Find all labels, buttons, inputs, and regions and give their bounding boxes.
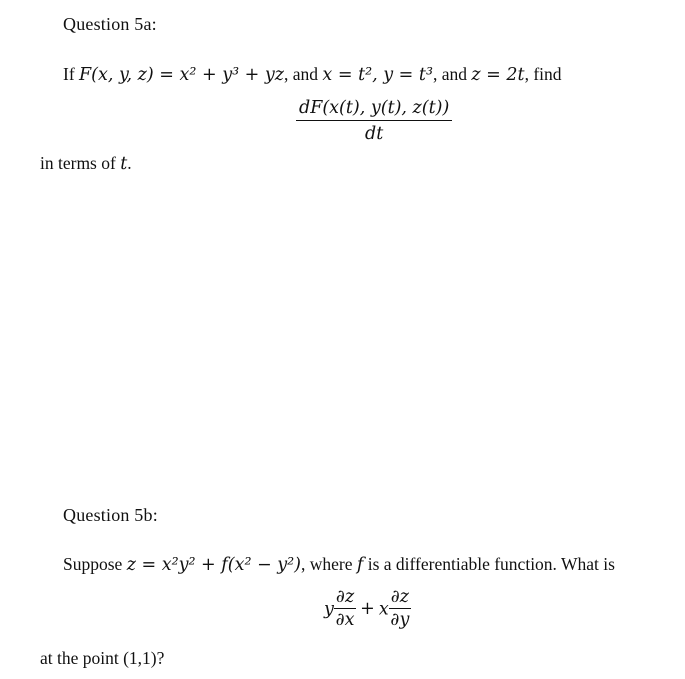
partial-z-x-numerator: ∂z [334,588,356,609]
question-5a-tail [40,153,132,174]
plus-sign: + [360,599,375,620]
z-definition: z = x²y² + f(x² − y²) [126,555,301,575]
derivative-fraction [296,98,452,144]
statement-prefix: If [63,64,80,84]
conjunction-2: , and [432,64,472,84]
question-5b-statement [63,554,615,575]
f-variable: f [356,555,364,575]
function-definition: F(x, y, z) = x² + y³ + yz [79,65,284,85]
partial-z-y-numerator: ∂z [389,588,411,609]
partial-z-y-denominator: ∂y [390,610,410,631]
conjunction-1: , and [284,64,323,84]
question-5b-tail: at the point (1,1)? [40,648,165,668]
parametrization-xy: x = t², y = t³ [322,65,433,85]
tail-prefix: in terms of [40,153,121,173]
fraction-denominator: dt [365,124,384,144]
partial-derivative-expression [324,588,411,631]
parametrization-z: z = 2t [471,65,525,85]
statement-suffix: is a differentiable function. What is [363,554,615,574]
statement-prefix: Suppose [63,554,127,574]
question-5a-heading: Question 5a: [63,14,157,34]
partial-z-y [389,588,411,631]
question-5b-heading: Question 5b: [63,505,158,525]
partial-z-x [334,588,356,631]
statement-find: , find [524,64,562,84]
partial-z-x-denominator: ∂x [335,610,355,631]
tail-suffix: . [127,153,132,173]
statement-where: , where [300,554,357,574]
fraction-numerator: dF(x(t), y(t), z(t)) [296,98,452,121]
tail-variable: t [120,154,128,174]
expr-x: x [378,599,389,620]
question-5a-statement [63,64,562,85]
expr-y: y [324,599,334,620]
